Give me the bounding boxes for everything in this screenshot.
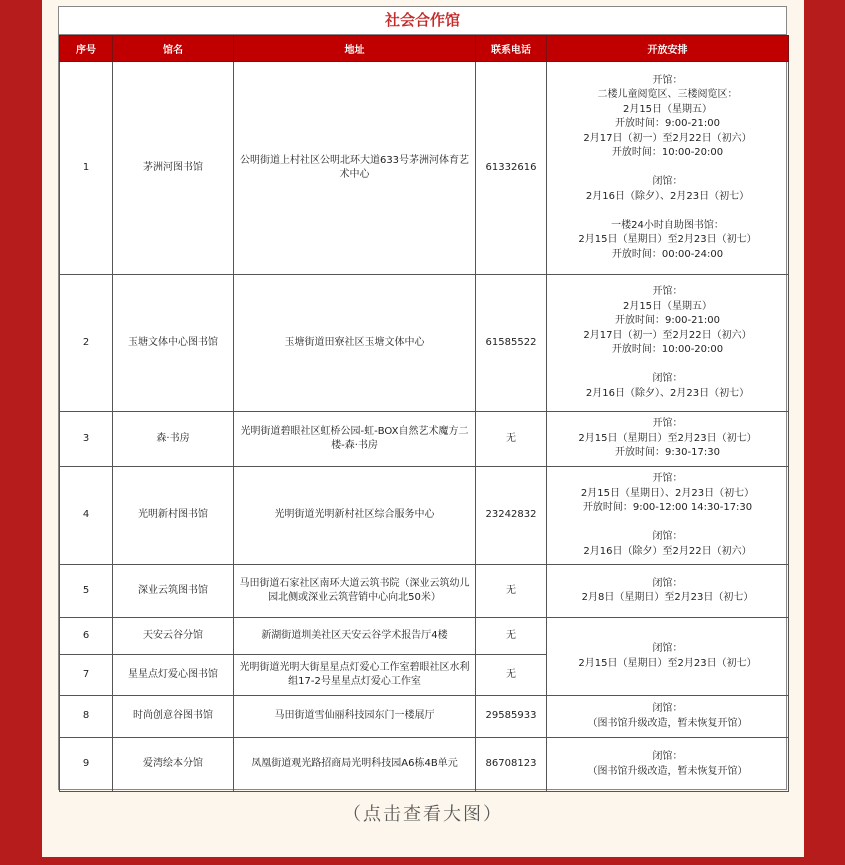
- row-name: 星星点灯爱心图书馆: [113, 655, 234, 696]
- row-address: 凤凰街道观光路招商局光明科技园A6栋4B单元: [234, 738, 476, 792]
- table-row: [60, 618, 789, 655]
- row-schedule: 开馆： 二楼儿童阅览区、三楼阅览区： 2月15日（星期五） 开放时间：9:00-21:00 2月17日（初一）至2月22日（初六） 开放时间：10:00-20:00 闭馆： 2月16日（除夕）、2月23日（初七） 一楼24小时自助图书馆： 2月15日（星期日）至2月23日（初七） 开放时间：00:00-24:00: [547, 62, 789, 275]
- header-name: 馆名: [113, 36, 234, 62]
- table-row: [60, 62, 789, 275]
- row-no: 9: [60, 738, 113, 792]
- row-name: 时尚创意谷图书馆: [113, 696, 234, 738]
- row-phone: 无: [476, 412, 547, 467]
- header-phone: 联系电话: [476, 36, 547, 62]
- table-row: [60, 275, 789, 412]
- table-row: [60, 696, 789, 738]
- row-phone: 29585933: [476, 696, 547, 738]
- header-no: 序号: [60, 36, 113, 62]
- row-schedule: 闭馆： 2月8日（星期日）至2月23日（初七）: [547, 565, 789, 618]
- row-name: 深业云筑图书馆: [113, 565, 234, 618]
- row-phone: 61332616: [476, 62, 547, 275]
- row-address: 玉塘街道田寮社区玉塘文体中心: [234, 275, 476, 412]
- row-address: 光明街道光明大街星星点灯爱心工作室碧眼社区水利组17-2号星星点灯爱心工作室: [234, 655, 476, 696]
- row-address: 光明街道碧眼社区虹桥公园-虹-BOX自然艺术魔方二楼-森·书房: [234, 412, 476, 467]
- row-address: 光明街道光明新村社区综合服务中心: [234, 467, 476, 565]
- row-name: 玉塘文体中心图书馆: [113, 275, 234, 412]
- table-title: 社会合作馆: [59, 7, 786, 35]
- content-panel: [42, 0, 804, 857]
- row-address: 公明街道上村社区公明北环大道633号茅洲河体育艺术中心: [234, 62, 476, 275]
- header-schedule: 开放安排: [547, 36, 789, 62]
- row-phone: 无: [476, 618, 547, 655]
- row-schedule: 闭馆： （图书馆升级改造，暂未恢复开馆）: [547, 696, 789, 738]
- row-name: 茅洲河图书馆: [113, 62, 234, 275]
- table-row: [60, 738, 789, 792]
- row-address: 马田街道雪仙丽科技园东门一楼展厅: [234, 696, 476, 738]
- row-schedule: 开馆： 2月15日（星期日）至2月23日（初七） 开放时间：9:30-17:30: [547, 412, 789, 467]
- row-name: 爱湾绘本分馆: [113, 738, 234, 792]
- row-name: 森·书房: [113, 412, 234, 467]
- row-address: 马田街道石家社区南环大道云筑书院（深业云筑幼儿园北侧或深业云筑营销中心向北50米）: [234, 565, 476, 618]
- row-schedule: 开馆： 2月15日（星期日）、2月23日（初七） 开放时间：9:00-12:00 14:30-17:30 闭馆： 2月16日（除夕）至2月22日（初六）: [547, 467, 789, 565]
- row-schedule: 闭馆： （图书馆升级改造，暂未恢复开馆）: [547, 738, 789, 792]
- row-no: 6: [60, 618, 113, 655]
- row-no: 7: [60, 655, 113, 696]
- row-phone: 61585522: [476, 275, 547, 412]
- row-phone: 无: [476, 565, 547, 618]
- row-schedule-merged: 闭馆： 2月15日（星期日）至2月23日（初七）: [547, 618, 789, 696]
- row-no: 8: [60, 696, 113, 738]
- table-row: [60, 467, 789, 565]
- table-row: [60, 412, 789, 467]
- row-no: 1: [60, 62, 113, 275]
- row-no: 4: [60, 467, 113, 565]
- row-no: 5: [60, 565, 113, 618]
- header-row: [60, 36, 789, 62]
- row-name: 光明新村图书馆: [113, 467, 234, 565]
- row-phone: 86708123: [476, 738, 547, 792]
- library-schedule-table-image[interactable]: [58, 6, 787, 790]
- header-address: 地址: [234, 36, 476, 62]
- row-schedule: 开馆： 2月15日（星期五） 开放时间：9:00-21:00 2月17日（初一）至2月22日（初六） 开放时间：10:00-20:00 闭馆： 2月16日（除夕）、2月23日（初七）: [547, 275, 789, 412]
- schedule-table: [59, 35, 789, 792]
- row-no: 2: [60, 275, 113, 412]
- row-no: 3: [60, 412, 113, 467]
- view-large-image-caption[interactable]: （点击查看大图）: [343, 804, 503, 825]
- row-phone: 23242832: [476, 467, 547, 565]
- row-phone: 无: [476, 655, 547, 696]
- table-row: [60, 565, 789, 618]
- row-name: 天安云谷分馆: [113, 618, 234, 655]
- row-address: 新湖街道圳美社区天安云谷学术报告厅4楼: [234, 618, 476, 655]
